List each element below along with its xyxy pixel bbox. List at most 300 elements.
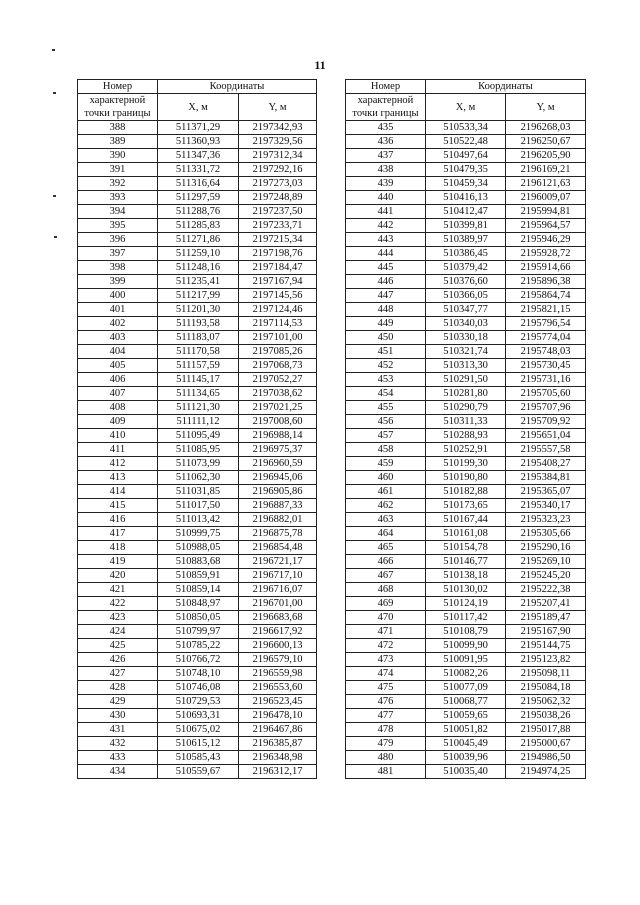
x-coordinate-cell: 510693,31 (158, 709, 239, 723)
x-coordinate-cell: 510559,67 (158, 765, 239, 779)
point-number-cell: 404 (78, 345, 158, 359)
table-row (78, 625, 317, 639)
point-number-cell: 470 (346, 611, 426, 625)
y-coordinate-cell: 2196600,13 (239, 639, 317, 653)
y-coordinate-cell: 2194986,50 (506, 751, 586, 765)
x-coordinate-cell: 510099,90 (426, 639, 506, 653)
table-row (78, 485, 317, 499)
header-num: Номер (346, 80, 426, 94)
x-coordinate-cell: 510799,97 (158, 625, 239, 639)
header-num-desc (78, 94, 158, 121)
y-coordinate-cell: 2194974,25 (506, 765, 586, 779)
point-number-cell: 419 (78, 555, 158, 569)
x-coordinate-cell: 510167,44 (426, 513, 506, 527)
point-number-cell: 416 (78, 513, 158, 527)
y-coordinate-cell: 2196617,92 (239, 625, 317, 639)
table-row (78, 751, 317, 765)
y-coordinate-cell: 2195038,26 (506, 709, 586, 723)
x-coordinate-cell: 510291,50 (426, 373, 506, 387)
table-row (346, 625, 586, 639)
point-number-cell: 455 (346, 401, 426, 415)
x-coordinate-cell: 510154,78 (426, 541, 506, 555)
point-number-cell: 438 (346, 163, 426, 177)
x-coordinate-cell: 511331,72 (158, 163, 239, 177)
table-row (346, 751, 586, 765)
x-coordinate-cell: 511111,12 (158, 415, 239, 429)
table-row (346, 443, 586, 457)
table-row (78, 205, 317, 219)
y-coordinate-cell: 2196478,10 (239, 709, 317, 723)
table-row (346, 275, 586, 289)
x-coordinate-cell: 511271,86 (158, 233, 239, 247)
point-number-cell: 402 (78, 317, 158, 331)
x-coordinate-cell: 510321,74 (426, 345, 506, 359)
table-row (346, 219, 586, 233)
point-number-cell: 449 (346, 317, 426, 331)
point-number-cell: 436 (346, 135, 426, 149)
y-coordinate-cell: 2195774,04 (506, 331, 586, 345)
table-row (78, 261, 317, 275)
x-coordinate-cell: 510161,08 (426, 527, 506, 541)
table-row (346, 611, 586, 625)
x-coordinate-cell: 510585,43 (158, 751, 239, 765)
x-coordinate-cell: 510399,81 (426, 219, 506, 233)
table-row (78, 345, 317, 359)
y-coordinate-cell: 2197237,50 (239, 205, 317, 219)
point-number-cell: 441 (346, 205, 426, 219)
y-coordinate-cell: 2196683,68 (239, 611, 317, 625)
point-number-cell: 460 (346, 471, 426, 485)
table-row (78, 303, 317, 317)
x-coordinate-cell: 510068,77 (426, 695, 506, 709)
table-row (346, 485, 586, 499)
x-coordinate-cell: 510848,97 (158, 597, 239, 611)
point-number-cell: 430 (78, 709, 158, 723)
table-row (78, 569, 317, 583)
table-row (346, 163, 586, 177)
x-coordinate-cell: 510883,68 (158, 555, 239, 569)
x-coordinate-cell: 511371,29 (158, 121, 239, 135)
y-coordinate-cell: 2195384,81 (506, 471, 586, 485)
point-number-cell: 466 (346, 555, 426, 569)
point-number-cell: 405 (78, 359, 158, 373)
x-coordinate-cell: 510045,49 (426, 737, 506, 751)
y-coordinate-cell: 2195222,38 (506, 583, 586, 597)
table-row (78, 149, 317, 163)
y-coordinate-cell: 2195323,23 (506, 513, 586, 527)
table-row (346, 177, 586, 191)
y-coordinate-cell: 2195994,81 (506, 205, 586, 219)
table-row (78, 429, 317, 443)
y-coordinate-cell: 2196559,98 (239, 667, 317, 681)
x-coordinate-cell: 511248,16 (158, 261, 239, 275)
x-coordinate-cell: 510615,12 (158, 737, 239, 751)
x-coordinate-cell: 510252,91 (426, 443, 506, 457)
point-number-cell: 408 (78, 401, 158, 415)
header-x: X, м (426, 94, 506, 121)
table-row (78, 163, 317, 177)
point-number-cell: 395 (78, 219, 158, 233)
x-coordinate-cell: 510117,42 (426, 611, 506, 625)
y-coordinate-cell: 2197052,27 (239, 373, 317, 387)
x-coordinate-cell: 510533,34 (426, 121, 506, 135)
y-coordinate-cell: 2197198,76 (239, 247, 317, 261)
point-number-cell: 429 (78, 695, 158, 709)
table-row (78, 135, 317, 149)
point-number-cell: 406 (78, 373, 158, 387)
y-coordinate-cell: 2196250,67 (506, 135, 586, 149)
point-number-cell: 414 (78, 485, 158, 499)
point-number-cell: 412 (78, 457, 158, 471)
header-num-desc (346, 94, 426, 121)
point-number-cell: 447 (346, 289, 426, 303)
point-number-cell: 464 (346, 527, 426, 541)
x-coordinate-cell: 510077,09 (426, 681, 506, 695)
table-row (78, 611, 317, 625)
point-number-cell: 400 (78, 289, 158, 303)
y-coordinate-cell: 2196553,60 (239, 681, 317, 695)
point-number-cell: 445 (346, 261, 426, 275)
y-coordinate-cell: 2196882,01 (239, 513, 317, 527)
x-coordinate-cell: 510389,97 (426, 233, 506, 247)
point-number-cell: 407 (78, 387, 158, 401)
x-coordinate-cell: 511183,07 (158, 331, 239, 345)
x-coordinate-cell: 510190,80 (426, 471, 506, 485)
x-coordinate-cell: 510340,03 (426, 317, 506, 331)
x-coordinate-cell: 510729,53 (158, 695, 239, 709)
table-row (78, 331, 317, 345)
point-number-cell: 396 (78, 233, 158, 247)
x-coordinate-cell: 511134,65 (158, 387, 239, 401)
x-coordinate-cell: 510416,13 (426, 191, 506, 205)
point-number-cell: 421 (78, 583, 158, 597)
x-coordinate-cell: 511360,93 (158, 135, 239, 149)
y-coordinate-cell: 2197292,16 (239, 163, 317, 177)
table-row (78, 499, 317, 513)
x-coordinate-cell: 510035,40 (426, 765, 506, 779)
x-coordinate-cell: 511285,83 (158, 219, 239, 233)
table-row (346, 583, 586, 597)
y-coordinate-cell: 2197329,56 (239, 135, 317, 149)
point-number-cell: 475 (346, 681, 426, 695)
y-coordinate-cell: 2197145,56 (239, 289, 317, 303)
point-number-cell: 397 (78, 247, 158, 261)
table-row (78, 681, 317, 695)
y-coordinate-cell: 2196169,21 (506, 163, 586, 177)
y-coordinate-cell: 2196268,03 (506, 121, 586, 135)
x-coordinate-cell: 511145,17 (158, 373, 239, 387)
table-row (346, 303, 586, 317)
table-row (78, 359, 317, 373)
table-row (346, 149, 586, 163)
table-row (78, 317, 317, 331)
x-coordinate-cell: 510459,34 (426, 177, 506, 191)
point-number-cell: 420 (78, 569, 158, 583)
point-number-cell: 435 (346, 121, 426, 135)
y-coordinate-cell: 2195340,17 (506, 499, 586, 513)
x-coordinate-cell: 510497,64 (426, 149, 506, 163)
x-coordinate-cell: 511297,59 (158, 191, 239, 205)
y-coordinate-cell: 2197114,53 (239, 317, 317, 331)
table-row (346, 569, 586, 583)
point-number-cell: 391 (78, 163, 158, 177)
y-coordinate-cell: 2197008,60 (239, 415, 317, 429)
y-coordinate-cell: 2195123,82 (506, 653, 586, 667)
point-number-cell: 411 (78, 443, 158, 457)
point-number-cell: 432 (78, 737, 158, 751)
point-number-cell: 461 (346, 485, 426, 499)
y-coordinate-cell: 2197342,93 (239, 121, 317, 135)
point-number-cell: 450 (346, 331, 426, 345)
y-coordinate-cell: 2195705,60 (506, 387, 586, 401)
point-number-cell: 410 (78, 429, 158, 443)
point-number-cell: 465 (346, 541, 426, 555)
x-coordinate-cell: 510859,14 (158, 583, 239, 597)
scan-mark (52, 49, 55, 51)
point-number-cell: 442 (346, 219, 426, 233)
x-coordinate-cell: 511085,95 (158, 443, 239, 457)
point-number-cell: 478 (346, 723, 426, 737)
point-number-cell: 418 (78, 541, 158, 555)
y-coordinate-cell: 2195269,10 (506, 555, 586, 569)
point-number-cell: 479 (346, 737, 426, 751)
y-coordinate-cell: 2196009,07 (506, 191, 586, 205)
x-coordinate-cell: 510347,77 (426, 303, 506, 317)
header-num-line2: характерной (357, 95, 414, 106)
x-coordinate-cell: 510330,18 (426, 331, 506, 345)
x-coordinate-cell: 511259,10 (158, 247, 239, 261)
table-row (78, 247, 317, 261)
x-coordinate-cell: 510386,45 (426, 247, 506, 261)
x-coordinate-cell: 510746,08 (158, 681, 239, 695)
point-number-cell: 413 (78, 471, 158, 485)
point-number-cell: 452 (346, 359, 426, 373)
y-coordinate-cell: 2196854,48 (239, 541, 317, 555)
y-coordinate-cell: 2195821,15 (506, 303, 586, 317)
header-num: Номер (78, 80, 158, 94)
y-coordinate-cell: 2195651,04 (506, 429, 586, 443)
y-coordinate-cell: 2197312,34 (239, 149, 317, 163)
table-row (346, 555, 586, 569)
point-number-cell: 453 (346, 373, 426, 387)
x-coordinate-cell: 510173,65 (426, 499, 506, 513)
x-coordinate-cell: 510288,93 (426, 429, 506, 443)
x-coordinate-cell: 510999,75 (158, 527, 239, 541)
table-row (346, 373, 586, 387)
point-number-cell: 446 (346, 275, 426, 289)
y-coordinate-cell: 2195000,67 (506, 737, 586, 751)
table-row (346, 513, 586, 527)
x-coordinate-cell: 510051,82 (426, 723, 506, 737)
x-coordinate-cell: 510479,35 (426, 163, 506, 177)
table-row (346, 401, 586, 415)
x-coordinate-cell: 511095,49 (158, 429, 239, 443)
x-coordinate-cell: 510412,47 (426, 205, 506, 219)
point-number-cell: 388 (78, 121, 158, 135)
x-coordinate-cell: 510146,77 (426, 555, 506, 569)
y-coordinate-cell: 2195207,41 (506, 597, 586, 611)
table-row (78, 219, 317, 233)
y-coordinate-cell: 2195707,96 (506, 401, 586, 415)
x-coordinate-cell: 510138,18 (426, 569, 506, 583)
point-number-cell: 401 (78, 303, 158, 317)
point-number-cell: 480 (346, 751, 426, 765)
table-row (346, 233, 586, 247)
x-coordinate-cell: 511201,30 (158, 303, 239, 317)
point-number-cell: 458 (346, 443, 426, 457)
point-number-cell: 457 (346, 429, 426, 443)
point-number-cell: 444 (346, 247, 426, 261)
table-row (346, 415, 586, 429)
point-number-cell: 454 (346, 387, 426, 401)
y-coordinate-cell: 2195864,74 (506, 289, 586, 303)
y-coordinate-cell: 2195365,07 (506, 485, 586, 499)
table-row (78, 541, 317, 555)
scan-mark (53, 195, 56, 197)
header-y: Y, м (239, 94, 317, 121)
x-coordinate-cell: 510311,33 (426, 415, 506, 429)
point-number-cell: 398 (78, 261, 158, 275)
y-coordinate-cell: 2195928,72 (506, 247, 586, 261)
x-coordinate-cell: 511193,58 (158, 317, 239, 331)
x-coordinate-cell: 510281,80 (426, 387, 506, 401)
table-row (78, 597, 317, 611)
table-row (346, 317, 586, 331)
y-coordinate-cell: 2197248,89 (239, 191, 317, 205)
y-coordinate-cell: 2196523,45 (239, 695, 317, 709)
y-coordinate-cell: 2197101,00 (239, 331, 317, 345)
page-number: 11 (314, 58, 326, 72)
table-row (346, 345, 586, 359)
y-coordinate-cell: 2195167,90 (506, 625, 586, 639)
point-number-cell: 403 (78, 331, 158, 345)
table-row (78, 723, 317, 737)
y-coordinate-cell: 2195946,29 (506, 233, 586, 247)
y-coordinate-cell: 2196385,87 (239, 737, 317, 751)
table-row (346, 135, 586, 149)
table-row (346, 191, 586, 205)
table-row (78, 639, 317, 653)
point-number-cell: 392 (78, 177, 158, 191)
point-number-cell: 394 (78, 205, 158, 219)
x-coordinate-cell: 510522,48 (426, 135, 506, 149)
y-coordinate-cell: 2196205,90 (506, 149, 586, 163)
table-row (78, 177, 317, 191)
x-coordinate-cell: 510379,42 (426, 261, 506, 275)
point-number-cell: 462 (346, 499, 426, 513)
table-row (78, 121, 317, 135)
point-number-cell: 431 (78, 723, 158, 737)
table-row (346, 709, 586, 723)
y-coordinate-cell: 2196988,14 (239, 429, 317, 443)
y-coordinate-cell: 2195964,57 (506, 219, 586, 233)
x-coordinate-cell: 511121,30 (158, 401, 239, 415)
y-coordinate-cell: 2196348,98 (239, 751, 317, 765)
x-coordinate-cell: 510988,05 (158, 541, 239, 555)
y-coordinate-cell: 2197085,26 (239, 345, 317, 359)
y-coordinate-cell: 2197068,73 (239, 359, 317, 373)
header-num-line2: характерной (89, 95, 146, 106)
y-coordinate-cell: 2195017,88 (506, 723, 586, 737)
table-row (346, 261, 586, 275)
point-number-cell: 471 (346, 625, 426, 639)
x-coordinate-cell: 510859,91 (158, 569, 239, 583)
point-number-cell: 389 (78, 135, 158, 149)
y-coordinate-cell: 2196579,10 (239, 653, 317, 667)
table-row (346, 765, 586, 779)
table-row (346, 695, 586, 709)
coordinates-table-left (77, 79, 317, 779)
point-number-cell: 472 (346, 639, 426, 653)
y-coordinate-cell: 2197167,94 (239, 275, 317, 289)
x-coordinate-cell: 511073,99 (158, 457, 239, 471)
point-number-cell: 427 (78, 667, 158, 681)
header-num-line3: точки границы (352, 108, 419, 119)
y-coordinate-cell: 2197124,46 (239, 303, 317, 317)
y-coordinate-cell: 2195245,20 (506, 569, 586, 583)
point-number-cell: 476 (346, 695, 426, 709)
header-coords: Координаты (158, 80, 317, 94)
table-row (78, 695, 317, 709)
x-coordinate-cell: 510124,19 (426, 597, 506, 611)
table-row (78, 401, 317, 415)
x-coordinate-cell: 511017,50 (158, 499, 239, 513)
y-coordinate-cell: 2195098,11 (506, 667, 586, 681)
point-number-cell: 440 (346, 191, 426, 205)
table-row (78, 289, 317, 303)
point-number-cell: 463 (346, 513, 426, 527)
y-coordinate-cell: 2196717,10 (239, 569, 317, 583)
x-coordinate-cell: 510130,02 (426, 583, 506, 597)
y-coordinate-cell: 2195896,38 (506, 275, 586, 289)
table-row (78, 471, 317, 485)
point-number-cell: 409 (78, 415, 158, 429)
header-num-line3: точки границы (84, 108, 151, 119)
y-coordinate-cell: 2196716,07 (239, 583, 317, 597)
table-row (78, 457, 317, 471)
y-coordinate-cell: 2196945,06 (239, 471, 317, 485)
table-row (78, 765, 317, 779)
y-coordinate-cell: 2196960,59 (239, 457, 317, 471)
point-number-cell: 468 (346, 583, 426, 597)
point-number-cell: 443 (346, 233, 426, 247)
table-row (346, 359, 586, 373)
table-row (78, 415, 317, 429)
table-row (346, 289, 586, 303)
y-coordinate-cell: 2195914,66 (506, 261, 586, 275)
scan-mark (54, 236, 57, 238)
x-coordinate-cell: 511031,85 (158, 485, 239, 499)
y-coordinate-cell: 2195189,47 (506, 611, 586, 625)
point-number-cell: 437 (346, 149, 426, 163)
x-coordinate-cell: 510313,30 (426, 359, 506, 373)
y-coordinate-cell: 2196121,63 (506, 177, 586, 191)
point-number-cell: 390 (78, 149, 158, 163)
point-number-cell: 417 (78, 527, 158, 541)
point-number-cell: 424 (78, 625, 158, 639)
table-row (346, 541, 586, 555)
x-coordinate-cell: 510850,05 (158, 611, 239, 625)
point-number-cell: 467 (346, 569, 426, 583)
y-coordinate-cell: 2196887,33 (239, 499, 317, 513)
point-number-cell: 474 (346, 667, 426, 681)
point-number-cell: 456 (346, 415, 426, 429)
y-coordinate-cell: 2196701,00 (239, 597, 317, 611)
y-coordinate-cell: 2196905,86 (239, 485, 317, 499)
table-row (78, 191, 317, 205)
point-number-cell: 434 (78, 765, 158, 779)
x-coordinate-cell: 511217,99 (158, 289, 239, 303)
